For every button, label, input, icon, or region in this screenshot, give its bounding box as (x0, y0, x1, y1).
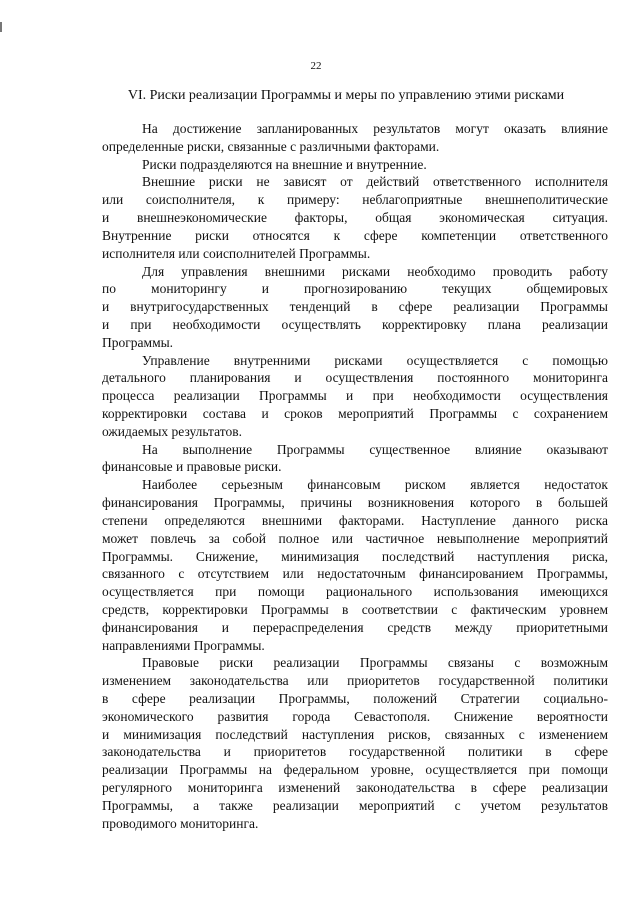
text-line: осуществляется при помощи рационального использования имеющихся (102, 584, 608, 600)
text-line: средств, корректировки Программы в соответствии с фактическим уровнем (102, 601, 608, 617)
text-line: изменением законодательства или приоритетов государственной политики (102, 673, 608, 689)
body-text (102, 120, 608, 833)
text-line: Внешние риски не зависят от действий ответственного исполнителя (142, 174, 608, 190)
text-line: Правовые риски реализации Программы связаны с возможным (142, 655, 608, 671)
paragraph (102, 352, 608, 441)
text-line: Управление внутренними рисками осуществляется с помощью (142, 352, 608, 368)
paragraph (102, 654, 608, 832)
text-line: финансирования и перераспределения средств между приоритетными (102, 619, 608, 635)
text-line: и при необходимости осуществлять корректировку плана реализации (102, 316, 608, 332)
text-line: в сфере реализации Программы, положений Стратегии социально- (102, 691, 608, 706)
text-line: корректировки состава и сроков мероприятий Программы с сохранением (102, 406, 608, 421)
text-line: ожидаемых результатов. (102, 423, 242, 439)
scan-edge-mark (0, 22, 2, 32)
text-line: законодательства и приоритетов государственной политики в сфере (102, 744, 608, 760)
text-line: На достижение запланированных результатов могут оказать влияние (142, 121, 608, 136)
text-line: Внутренние риски относятся к сфере компетенции ответственного (102, 227, 608, 243)
text-line: связанного с отсутствием или недостаточным финансированием Программы, (102, 566, 608, 582)
text-line: и внешнеэкономические факторы, общая экономическая ситуация. (102, 210, 608, 226)
text-line: может повлечь за собой полное или частичное невыполнение мероприятий (102, 530, 608, 546)
text-line: реализации Программы на федеральном уровне, осуществляется при помощи (102, 762, 608, 778)
text-line: финансовые и правовые риски. (102, 459, 282, 475)
text-line: определенные риски, связанные с различными факторами. (102, 138, 440, 154)
text-line: процесса реализации Программы и при необходимости осуществления (102, 388, 608, 404)
text-line: Программы, а также реализации мероприятий с учетом результатов (102, 797, 608, 813)
text-line: направлениями Программы. (102, 637, 265, 653)
text-line: Программы. Снижение, минимизация последствий наступления риска, (102, 548, 608, 564)
text-line: исполнителя или соисполнителей Программы. (102, 245, 371, 261)
text-line: или соисполнителя, к примеру: неблагоприятные внешнеполитические (102, 192, 608, 208)
text-line: Наиболее серьезным финансовым риском является недостаток (142, 477, 608, 493)
text-line: проводимого мониторинга. (102, 815, 259, 831)
paragraph (102, 173, 608, 262)
text-line: регулярного мониторинга изменений законодательства в сфере реализации (102, 780, 608, 796)
text-line: степени определяются внешними факторами. Наступление данного риска (102, 512, 608, 528)
text-line: Программы. (102, 334, 174, 350)
paragraph (102, 441, 608, 477)
text-line: финансирования Программы, причины возникновения которого в большей (102, 495, 608, 511)
paragraph (102, 156, 608, 174)
text-line: по мониторингу и прогнозированию текущих общемировых (102, 281, 608, 297)
text-line: Для управления внешними рисками необходимо проводить работу (142, 263, 608, 279)
page-number: 22 (310, 60, 322, 72)
section-title: VI. Риски реализации Программы и меры по управлению этими рисками (127, 88, 565, 103)
text-line: Риски подразделяются на внешние и внутренние. (142, 156, 427, 172)
text-line: и внутригосударственных тенденций в сфере реализации Программы (102, 299, 608, 315)
paragraph (102, 476, 608, 654)
text-line: и минимизация последствий наступления рисков, связанных с изменением (102, 726, 608, 742)
paragraph (102, 263, 608, 352)
text-line: На выполнение Программы существенное влияние оказывают (142, 441, 608, 457)
paragraph (102, 120, 608, 156)
text-line: экономического развития города Севастополя. Снижение вероятности (102, 708, 608, 724)
text-line: детального планирования и осуществления постоянного мониторинга (102, 370, 608, 386)
